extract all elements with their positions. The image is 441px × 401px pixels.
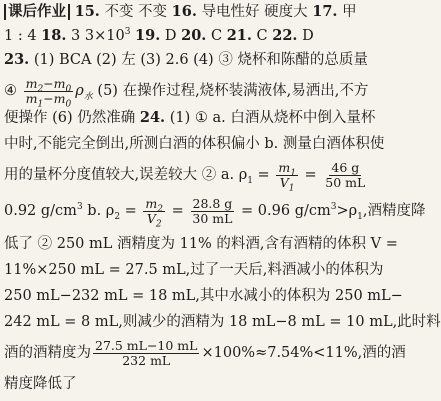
q23-step-5: (5) 在操作过程,烧杯装满液体,易洒出,不方	[97, 83, 369, 99]
rho2-value: = 0.96 $g/cm^3>\rho_1$,酒精度降	[236, 202, 426, 222]
q20-answer: C	[210, 28, 223, 44]
q24-text-10: 11%×250 mL = 27.5 mL,过了一天后,料酒减小的体积为	[4, 262, 384, 278]
q24-text-14: 精度降低了	[4, 376, 77, 392]
q23-step-3: 烧杯和陈醋的总质量	[237, 52, 368, 68]
q21-number: 21.	[226, 27, 252, 44]
ratio-m2-v2: $\frac{m_2}{V_2}$	[145, 195, 164, 229]
q18-number: 18.	[41, 27, 67, 44]
line-8: 0.92 $g/cm^3$ b. $\rho_2$ = $\frac{m_2}{V_2}$ = $\frac{28.8 g}{30 mL}$ = 0.96 $g/cm^3>\rho_1$,酒精度降	[4, 195, 426, 229]
line-9	[4, 234, 402, 254]
q24-text-6: 中时,不能完全倒出,所测白酒的体积偏小 b. 测量白酒体积使	[4, 136, 385, 152]
q19-answer: D	[164, 28, 177, 44]
alcohol-fraction: $\frac{27.5 mL-10 mL}{232 mL}$	[95, 337, 198, 368]
rho-water: $\rho_水$	[75, 83, 93, 102]
q24-text-13: 酒的酒精度为	[4, 345, 91, 361]
q23-step-6: 便操作 (6) 仍然准确	[4, 110, 136, 126]
rho1-value: 0.92 $g/cm^3$	[4, 202, 83, 219]
line-4	[4, 75, 402, 109]
q20-number: 20.	[181, 27, 207, 44]
rho2-label: b. $\rho_2$	[82, 203, 121, 222]
line-5	[4, 108, 402, 128]
q15-number: 15.	[74, 3, 100, 20]
homework-tag: 课后作业	[4, 4, 70, 20]
q22-number: 22.	[272, 27, 298, 44]
q24-part-1a: (1) ① a. 白酒从烧杯中倒入量杯	[169, 110, 376, 126]
q23-answer: (1) BCA (2) 左 (3) 2.6 (4)	[33, 52, 219, 68]
q16-answer: 导电性好 硬度大	[201, 4, 308, 20]
q18-answer: 3 $3\times 10^3$	[71, 27, 131, 44]
q24-text-7: 用的量杯分度值较大,误差较大 ② a. $\rho_1$	[4, 167, 253, 186]
q22-answer: D	[302, 28, 314, 44]
ratio-m1-v1: $\frac{m_1}{V_1}$	[278, 159, 296, 193]
q17-ratio: 1 : 4	[4, 28, 37, 44]
line-6	[4, 134, 402, 154]
ratio-46g-50ml: $\frac{46 g}{50 mL}$	[325, 159, 366, 190]
q19-number: 19.	[135, 27, 161, 44]
q21-answer: C	[256, 28, 268, 44]
q16-number: 16.	[171, 3, 197, 20]
q23-circled-4: ④	[4, 83, 17, 99]
density-fraction: $\frac{m_2-m_0}{m_1-m_0}$	[25, 75, 72, 109]
q24-text-12: 242 mL = 8 mL,则减少的酒精为 18 mL−8 mL = 10 mL,此时料	[4, 314, 441, 330]
line-2	[4, 26, 402, 46]
ratio-288g-30ml: $\frac{28.8 g}{30 mL}$	[192, 195, 233, 226]
q23-circled-3: ③	[218, 52, 233, 68]
line-1	[4, 2, 402, 22]
line-10	[4, 260, 402, 280]
q24-number: 24.	[139, 109, 166, 126]
q24-text-11: 250 mL−232 mL = 18 mL,其中水减小的体积为 250 mL−	[4, 288, 403, 304]
q15-answer: 不变 不变	[104, 4, 168, 20]
q23-number: 23.	[4, 51, 30, 68]
line-13	[4, 337, 406, 368]
q24-text-9: 低了 ② 250 mL 酒精度为 11% 的料酒,含有酒精的体积 V =	[4, 236, 398, 252]
alcohol-result: ×100%≈7.54%<11%,酒的酒	[201, 345, 406, 361]
q17-answer: 甲	[342, 4, 357, 20]
line-7: 用的量杯分度值较大,误差较大 ② a. $\rho_1$ = $\frac{m_1}{V_1}$ = $\frac{46 g}{50 mL}$	[4, 159, 366, 193]
line-3	[4, 50, 402, 70]
q17-number: 17.	[312, 3, 338, 20]
line-14	[4, 374, 402, 394]
line-12	[4, 312, 441, 332]
line-11	[4, 286, 402, 306]
